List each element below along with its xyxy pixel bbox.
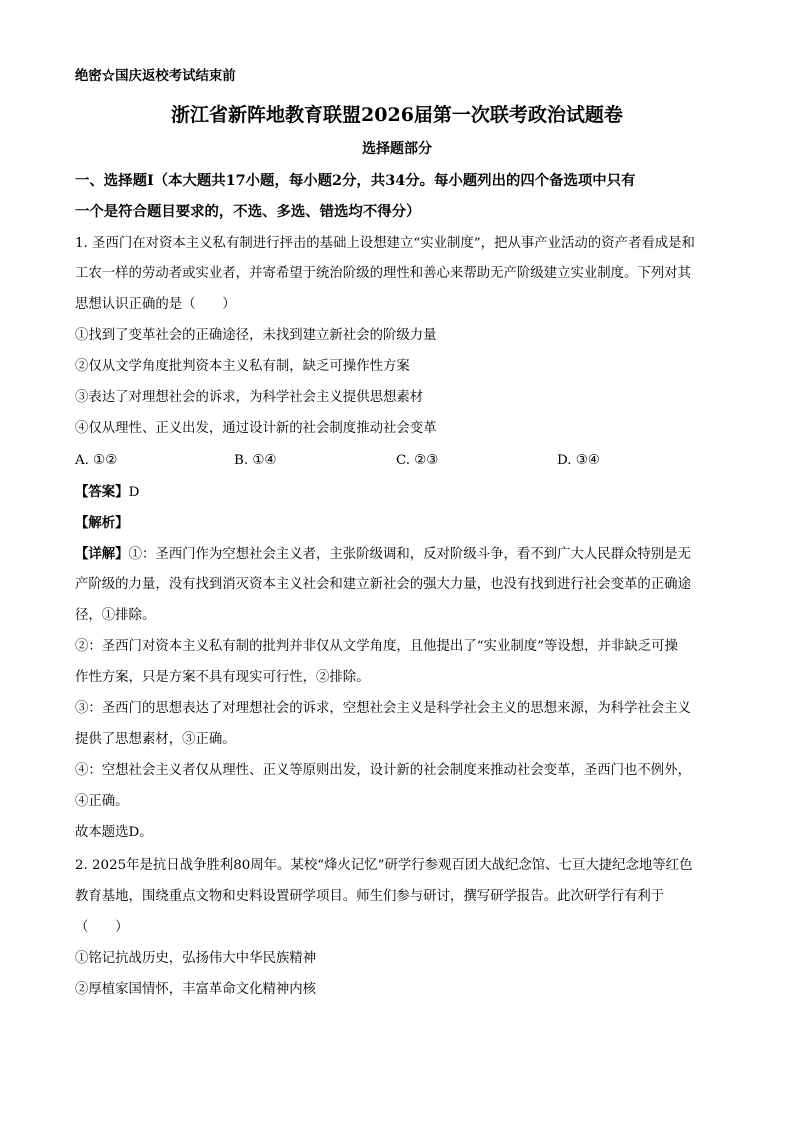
q1-conclusion: 故本题选D。 (75, 825, 153, 840)
q1-answer (75, 483, 725, 502)
q1-statement-4: ④仅从理性、正义出发，通过设计新的社会制度推动社会变革 (75, 421, 437, 436)
answer-label: 【答案】 (75, 484, 129, 500)
q1-option-c: C. ②③ (396, 453, 439, 468)
q1-stem-line-2: 工农一样的劳动者或实业者，并寄希望于统治阶级的理性和善心来帮助无产阶级建立实业制度。下列对其 (75, 266, 691, 281)
q1-detail-line-5: 作性方案，只是方案不具有现实可行性，②排除。 (75, 670, 370, 685)
q2-statement-1: ①铭记抗战历史，弘扬伟大中华民族精神 (75, 951, 317, 966)
section-heading-line-2: 一个是符合题目要求的，不选、多选、错选均不得分） (75, 203, 421, 220)
q1-option-d: D. ③④ (557, 453, 600, 468)
q1-detail-line-2: 产阶级的力量，没有找到消灭资本主义社会和建立新社会的强大力量，也没有找到进行社会变革的正确途 (75, 577, 691, 592)
q1-detail-line-3: 径，①排除。 (75, 608, 156, 623)
q2-statement-2: ②厚植家国情怀，丰富革命文化精神内核 (75, 982, 317, 997)
q1-detail-line-9: ④正确。 (75, 794, 129, 809)
detail-text: ①：圣西门作为空想社会主义者，主张阶级调和，反对阶级斗争，看不到广大人民群众特别是无 (128, 547, 691, 562)
q1-statement-3: ③表达了对理想社会的诉求，为科学社会主义提供思想素材 (75, 390, 424, 405)
q1-detail-line-6: ③：圣西门的思想表达了对理想社会的诉求，空想社会主义是科学社会主义的思想来源，为科学社会主义 (75, 701, 691, 716)
q1-statement-2: ②仅从文学角度批判资本主义私有制，缺乏可操作性方案 (75, 359, 410, 374)
answer-value: D (128, 485, 140, 500)
q1-detail-line-8: ④：空想社会主义者仅从理性、正义等原则出发，设计新的社会制度来推动社会变革，圣西门也不例外， (75, 763, 691, 778)
q1-analysis-label: 【解析】 (75, 515, 129, 531)
q2-stem-line-1: 2. 2025年是抗日战争胜利80周年。某校“烽火记忆”研学行参观百团大战纪念馆、七亘大捷纪念地等红色 (75, 858, 693, 873)
q1-stem-line-3: 思想认识正确的是（ ） (75, 297, 236, 312)
q1-detail-line-7: 提供了思想素材，③正确。 (75, 732, 236, 747)
q2-stem-line-2: 教育基地，围绕重点文物和史料设置研学项目。师生们参与研讨，撰写研学报告。此次研学行有利于 (75, 889, 665, 904)
q1-option-b: B. ①④ (234, 453, 277, 468)
secret-label: 绝密☆国庆返校考试结束前 (75, 68, 236, 84)
section-heading-line-1: 一、选择题Ⅰ（本大题共17小题，每小题2分，共34分。每小题列出的四个备选项中只有 (75, 172, 636, 189)
q1-statement-1: ①找到了变革社会的正确途径，未找到建立新社会的阶级力量 (75, 328, 437, 343)
q1-detail-line-4: ②：圣西门对资本主义私有制的批判并非仅从文学角度，且他提出了“实业制度”等设想，并非缺乏可操 (75, 639, 678, 654)
exam-title: 浙江省新阵地教育联盟2026届第一次联考政治试题卷 (171, 104, 623, 126)
q1-detail-line-1 (75, 545, 725, 564)
detail-label: 【详解】 (75, 546, 129, 562)
q2-stem-line-3: （ ） (75, 920, 129, 935)
section-subtitle: 选择题部分 (362, 141, 432, 157)
q1-option-a: A. ①② (75, 453, 118, 468)
q1-stem-line-1: 1. 圣西门在对资本主义私有制进行抨击的基础上设想建立“实业制度”，把从事产业活动的资产者看成是和 (75, 236, 695, 251)
